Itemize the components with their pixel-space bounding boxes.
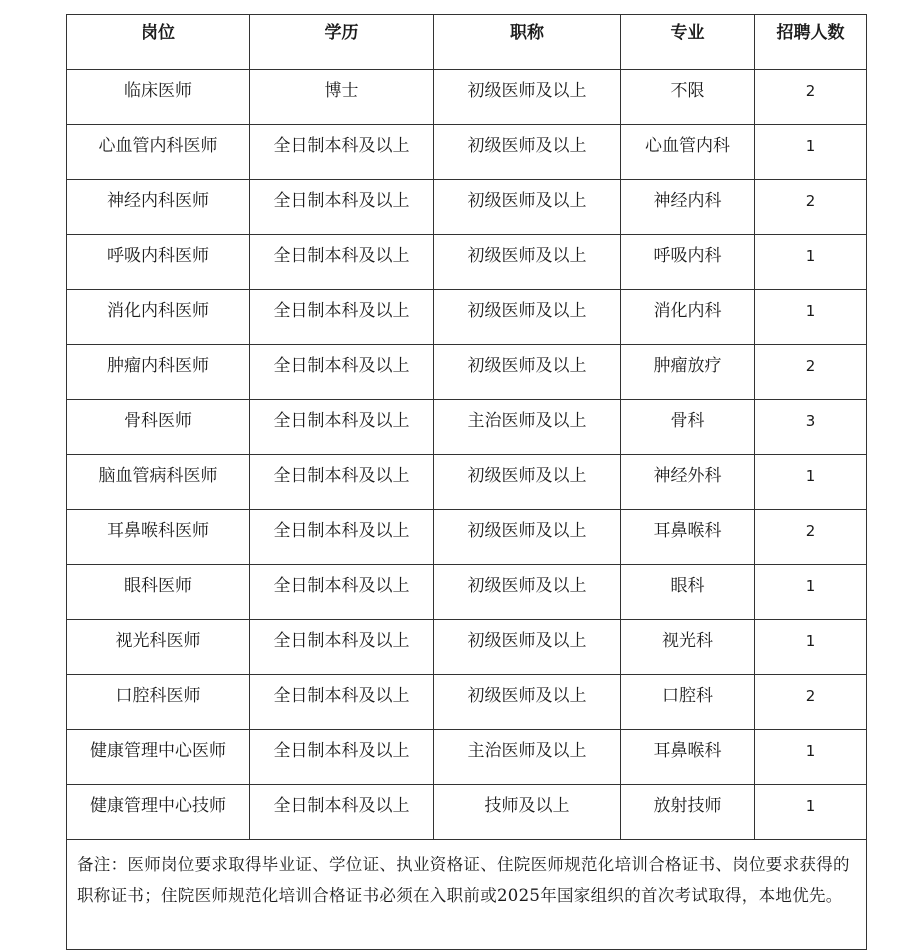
cell-title: 初级医师及以上 bbox=[434, 125, 621, 180]
cell-headcount: 2 bbox=[755, 675, 867, 730]
cell-education: 全日制本科及以上 bbox=[250, 675, 434, 730]
cell-education: 全日制本科及以上 bbox=[250, 125, 434, 180]
cell-education: 全日制本科及以上 bbox=[250, 730, 434, 785]
cell-title: 初级医师及以上 bbox=[434, 345, 621, 400]
table-row bbox=[67, 235, 867, 290]
table-row bbox=[67, 675, 867, 730]
note-text: 备注：医师岗位要求取得毕业证、学位证、执业资格证、住院医师规范化培训合格证书、岗位要求获得的职称证书；住院医师规范化培训合格证书必须在入职前或2025年国家组织的首次考试取得，本地优先。 bbox=[67, 840, 867, 950]
cell-education: 博士 bbox=[250, 70, 434, 125]
cell-position: 呼吸内科医师 bbox=[67, 235, 250, 290]
recruitment-table-container bbox=[66, 14, 866, 950]
cell-position: 肿瘤内科医师 bbox=[67, 345, 250, 400]
cell-major: 心血管内科 bbox=[621, 125, 755, 180]
header-headcount: 招聘人数 bbox=[755, 15, 867, 70]
cell-headcount: 1 bbox=[755, 620, 867, 675]
header-education: 学历 bbox=[250, 15, 434, 70]
recruitment-table bbox=[66, 14, 867, 950]
cell-headcount: 2 bbox=[755, 510, 867, 565]
cell-title: 初级医师及以上 bbox=[434, 290, 621, 345]
cell-headcount: 1 bbox=[755, 290, 867, 345]
cell-position: 临床医师 bbox=[67, 70, 250, 125]
cell-education: 全日制本科及以上 bbox=[250, 235, 434, 290]
cell-headcount: 1 bbox=[755, 455, 867, 510]
table-row bbox=[67, 620, 867, 675]
note-row bbox=[67, 840, 867, 950]
cell-major: 肿瘤放疗 bbox=[621, 345, 755, 400]
cell-title: 初级医师及以上 bbox=[434, 510, 621, 565]
cell-major: 放射技师 bbox=[621, 785, 755, 840]
table-row bbox=[67, 125, 867, 180]
cell-position: 健康管理中心医师 bbox=[67, 730, 250, 785]
cell-position: 眼科医师 bbox=[67, 565, 250, 620]
cell-education: 全日制本科及以上 bbox=[250, 510, 434, 565]
cell-title: 初级医师及以上 bbox=[434, 180, 621, 235]
cell-position: 骨科医师 bbox=[67, 400, 250, 455]
cell-headcount: 1 bbox=[755, 235, 867, 290]
table-row bbox=[67, 455, 867, 510]
cell-title: 主治医师及以上 bbox=[434, 730, 621, 785]
cell-major: 不限 bbox=[621, 70, 755, 125]
cell-position: 耳鼻喉科医师 bbox=[67, 510, 250, 565]
cell-position: 口腔科医师 bbox=[67, 675, 250, 730]
cell-title: 初级医师及以上 bbox=[434, 675, 621, 730]
cell-position: 神经内科医师 bbox=[67, 180, 250, 235]
cell-position: 脑血管病科医师 bbox=[67, 455, 250, 510]
cell-major: 眼科 bbox=[621, 565, 755, 620]
cell-headcount: 1 bbox=[755, 125, 867, 180]
cell-position: 消化内科医师 bbox=[67, 290, 250, 345]
cell-major: 骨科 bbox=[621, 400, 755, 455]
table-row bbox=[67, 785, 867, 840]
cell-position: 心血管内科医师 bbox=[67, 125, 250, 180]
header-major: 专业 bbox=[621, 15, 755, 70]
cell-education: 全日制本科及以上 bbox=[250, 290, 434, 345]
cell-major: 口腔科 bbox=[621, 675, 755, 730]
cell-major: 耳鼻喉科 bbox=[621, 510, 755, 565]
cell-major: 神经内科 bbox=[621, 180, 755, 235]
table-row bbox=[67, 400, 867, 455]
table-row bbox=[67, 70, 867, 125]
table-row bbox=[67, 565, 867, 620]
cell-major: 耳鼻喉科 bbox=[621, 730, 755, 785]
table-row bbox=[67, 730, 867, 785]
cell-education: 全日制本科及以上 bbox=[250, 785, 434, 840]
cell-headcount: 1 bbox=[755, 785, 867, 840]
table-row bbox=[67, 345, 867, 400]
cell-major: 神经外科 bbox=[621, 455, 755, 510]
cell-headcount: 2 bbox=[755, 180, 867, 235]
cell-title: 技师及以上 bbox=[434, 785, 621, 840]
cell-education: 全日制本科及以上 bbox=[250, 455, 434, 510]
cell-education: 全日制本科及以上 bbox=[250, 180, 434, 235]
cell-headcount: 2 bbox=[755, 345, 867, 400]
cell-headcount: 1 bbox=[755, 565, 867, 620]
cell-education: 全日制本科及以上 bbox=[250, 620, 434, 675]
cell-education: 全日制本科及以上 bbox=[250, 400, 434, 455]
cell-education: 全日制本科及以上 bbox=[250, 345, 434, 400]
cell-major: 视光科 bbox=[621, 620, 755, 675]
cell-title: 初级医师及以上 bbox=[434, 455, 621, 510]
cell-title: 初级医师及以上 bbox=[434, 235, 621, 290]
cell-headcount: 1 bbox=[755, 730, 867, 785]
table-row bbox=[67, 510, 867, 565]
cell-title: 主治医师及以上 bbox=[434, 400, 621, 455]
cell-education: 全日制本科及以上 bbox=[250, 565, 434, 620]
cell-title: 初级医师及以上 bbox=[434, 70, 621, 125]
header-position: 岗位 bbox=[67, 15, 250, 70]
cell-headcount: 2 bbox=[755, 70, 867, 125]
cell-position: 视光科医师 bbox=[67, 620, 250, 675]
cell-title: 初级医师及以上 bbox=[434, 565, 621, 620]
cell-major: 消化内科 bbox=[621, 290, 755, 345]
table-header-row bbox=[67, 15, 867, 70]
table-row bbox=[67, 180, 867, 235]
cell-position: 健康管理中心技师 bbox=[67, 785, 250, 840]
cell-headcount: 3 bbox=[755, 400, 867, 455]
header-title: 职称 bbox=[434, 15, 621, 70]
cell-title: 初级医师及以上 bbox=[434, 620, 621, 675]
table-row bbox=[67, 290, 867, 345]
cell-major: 呼吸内科 bbox=[621, 235, 755, 290]
